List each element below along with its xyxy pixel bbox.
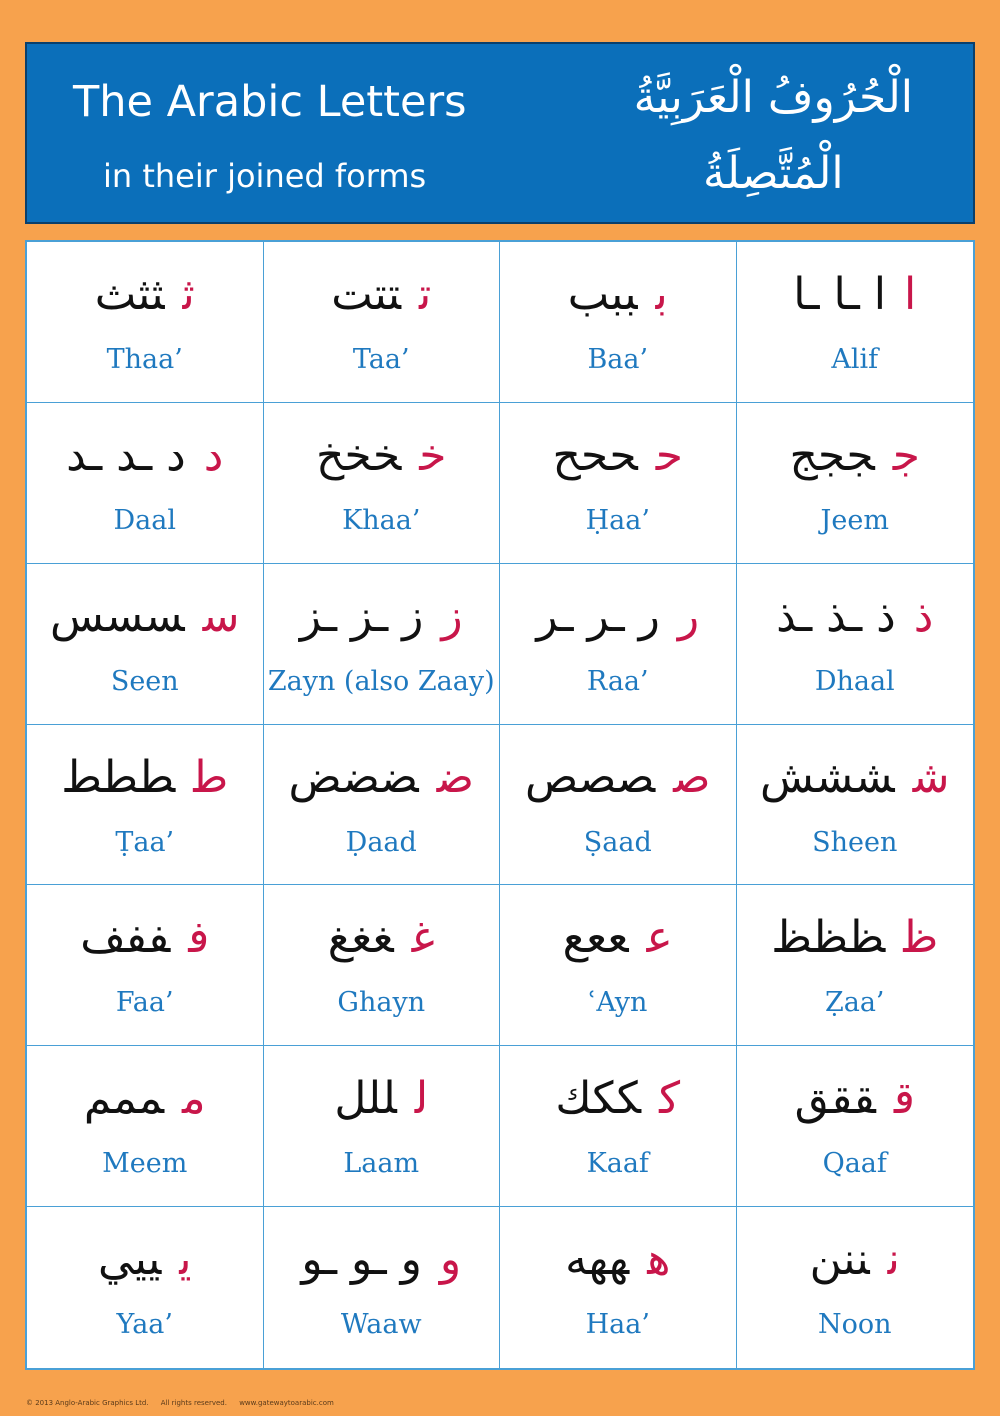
letter-name: Zayn (also Zaay)	[267, 665, 495, 697]
isolated-letter: ه	[647, 1234, 671, 1286]
page-subtitle: in their joined forms	[103, 157, 427, 195]
letter-name: Sheen	[812, 826, 898, 858]
letter-name: Noon	[817, 1309, 892, 1341]
letter-name: Ṣaad	[583, 826, 652, 858]
letter-forms	[264, 1064, 500, 1134]
letter-forms	[500, 582, 736, 652]
joined-forms: ذ ـذ ـذ	[776, 590, 896, 642]
isolated-letter: ث	[182, 269, 195, 320]
letter-name: Qaaf	[822, 1148, 887, 1180]
isolated-letter: ر	[677, 590, 700, 642]
letter-forms	[737, 260, 974, 330]
letter-cell	[737, 1207, 974, 1368]
letter-forms	[737, 582, 974, 652]
header-banner	[25, 42, 975, 224]
letter-name: Seen	[110, 665, 179, 697]
letter-forms	[737, 743, 974, 813]
joined-forms: سسس	[50, 590, 185, 642]
letter-cell	[27, 885, 264, 1046]
letter-forms	[27, 743, 263, 813]
joined-forms: للل	[334, 1073, 397, 1125]
letter-forms	[737, 421, 974, 491]
letter-name: ʿAyn	[588, 987, 648, 1019]
letter-forms	[737, 1225, 974, 1295]
letter-cell	[737, 564, 974, 725]
letter-cell	[500, 242, 737, 403]
joined-forms: ننن	[809, 1234, 870, 1286]
letter-forms	[264, 743, 500, 813]
letter-name: Alif	[831, 344, 879, 375]
joined-forms: ششش	[760, 751, 895, 803]
isolated-letter: ا	[904, 269, 917, 320]
joined-forms: ككك	[555, 1073, 642, 1125]
letter-forms	[500, 1225, 736, 1295]
letter-name: Ẓaa’	[824, 987, 885, 1019]
letter-forms	[264, 903, 500, 973]
joined-forms: خخخ	[316, 429, 402, 481]
isolated-letter: خ	[419, 429, 447, 481]
letter-cell	[27, 1046, 264, 1207]
arabic-title	[634, 60, 913, 212]
isolated-letter: ص	[673, 751, 711, 803]
letter-cell	[737, 403, 974, 564]
letter-name: Waaw	[340, 1309, 422, 1341]
joined-forms: ييي	[98, 1234, 162, 1286]
letter-forms	[27, 1225, 263, 1295]
isolated-letter: ض	[436, 751, 475, 803]
letter-cell	[264, 242, 501, 403]
letter-forms	[737, 903, 974, 973]
letters-grid	[25, 240, 975, 1370]
letter-forms	[500, 1064, 736, 1134]
joined-forms: ببب	[567, 269, 638, 320]
joined-forms: ححح	[552, 429, 638, 481]
letter-forms	[27, 903, 263, 973]
isolated-letter: ق	[893, 1073, 915, 1125]
isolated-letter: ي	[179, 1234, 192, 1286]
letter-name: Thaa’	[106, 344, 183, 375]
isolated-letter: ج	[892, 429, 920, 481]
letter-name: Khaa’	[342, 504, 421, 536]
joined-forms: غغغ	[327, 912, 394, 964]
letter-name: Laam	[343, 1148, 420, 1180]
letter-forms	[500, 260, 736, 330]
isolated-letter: د	[203, 429, 224, 481]
letter-cell	[27, 1207, 264, 1368]
letter-cell	[27, 403, 264, 564]
letter-cell	[264, 1046, 501, 1207]
letter-forms	[264, 421, 500, 491]
letter-cell	[264, 564, 501, 725]
letter-forms	[27, 421, 263, 491]
isolated-letter: ظ	[903, 912, 939, 964]
website-link[interactable]: www.gatewaytoarabic.com	[239, 1399, 334, 1407]
joined-forms: ثثث	[94, 269, 165, 320]
isolated-letter: ت	[419, 269, 432, 320]
isolated-letter: و	[439, 1234, 462, 1286]
isolated-letter: غ	[411, 912, 435, 964]
page-title: The Arabic Letters	[73, 77, 467, 127]
isolated-letter: ذ	[913, 590, 934, 642]
joined-forms: ضضض	[288, 751, 419, 803]
isolated-letter: م	[182, 1073, 206, 1125]
letter-cell	[27, 725, 264, 886]
isolated-letter: س	[202, 590, 240, 642]
letter-cell	[737, 1046, 974, 1207]
letter-cell	[500, 885, 737, 1046]
letter-cell	[27, 564, 264, 725]
isolated-letter: ط	[193, 751, 229, 803]
letter-name: Ṭaa’	[115, 826, 175, 858]
letter-forms	[264, 1225, 500, 1295]
joined-forms: ههه	[565, 1234, 630, 1286]
letter-cell	[500, 564, 737, 725]
letter-cell	[264, 885, 501, 1046]
isolated-letter: ع	[646, 912, 673, 964]
letter-name: Haa’	[585, 1309, 650, 1341]
joined-forms: ققق	[794, 1073, 876, 1125]
joined-forms: ا ـا ـا	[793, 269, 887, 320]
letter-forms	[500, 903, 736, 973]
letter-forms	[500, 743, 736, 813]
letter-cell	[500, 1046, 737, 1207]
isolated-letter: ز	[441, 590, 463, 642]
joined-forms: ممم	[83, 1073, 165, 1125]
letter-cell	[737, 885, 974, 1046]
letter-name: Kaaf	[586, 1148, 649, 1180]
letter-name: Jeem	[820, 504, 889, 536]
isolated-letter: ن	[887, 1234, 900, 1286]
isolated-letter: ك	[659, 1073, 681, 1125]
letter-name: Meem	[102, 1148, 188, 1180]
joined-forms: ظظظ	[771, 912, 886, 964]
letter-name: Taa’	[352, 344, 410, 375]
joined-forms: صصص	[524, 751, 656, 803]
letter-forms	[27, 582, 263, 652]
letter-cell	[737, 725, 974, 886]
footer	[26, 1399, 344, 1407]
joined-forms: ططط	[61, 751, 176, 803]
joined-forms: ججج	[789, 429, 875, 481]
letter-name: Yaa’	[116, 1309, 173, 1341]
joined-forms: ر ـر ـر	[536, 590, 660, 642]
letter-name: Faa’	[115, 987, 174, 1019]
letter-cell	[737, 242, 974, 403]
isolated-letter: ل	[414, 1073, 429, 1125]
letter-cell	[500, 403, 737, 564]
joined-forms: و ـو ـو	[301, 1234, 422, 1286]
letter-name: Ḥaa’	[585, 504, 650, 536]
isolated-letter: ح	[655, 429, 683, 481]
joined-forms: تتت	[331, 269, 401, 320]
copyright-text: © 2013 Anglo-Arabic Graphics Ltd.	[26, 1399, 149, 1407]
letter-forms	[264, 260, 500, 330]
letter-name: Ḍaad	[345, 826, 417, 858]
letter-forms	[27, 1064, 263, 1134]
isolated-letter: ش	[912, 751, 950, 803]
letter-forms	[27, 260, 263, 330]
letter-forms	[264, 582, 500, 652]
letter-cell	[27, 242, 264, 403]
isolated-letter: ف	[188, 912, 210, 964]
letter-name: Ghayn	[337, 987, 426, 1019]
arabic-title-line2: الْمُتَّصِلَةُ	[702, 148, 844, 199]
letter-cell	[500, 1207, 737, 1368]
joined-forms: ععع	[562, 912, 629, 964]
letter-cell	[264, 725, 501, 886]
letter-name: Daal	[113, 504, 176, 536]
arabic-title-line1: الْحُرُوفُ الْعَرَبِيَّةُ	[633, 72, 913, 123]
letter-forms	[500, 421, 736, 491]
letter-cell	[264, 1207, 501, 1368]
joined-forms: د ـد ـد	[66, 429, 186, 481]
letter-forms	[737, 1064, 974, 1134]
letter-cell	[500, 725, 737, 886]
letter-name: Dhaal	[814, 665, 895, 697]
isolated-letter: ب	[655, 269, 668, 320]
letter-cell	[264, 403, 501, 564]
rights-text: All rights reserved.	[160, 1399, 227, 1407]
joined-forms: ز ـز ـز	[299, 590, 424, 642]
letter-name: Baa’	[587, 344, 649, 375]
joined-forms: ففف	[80, 912, 171, 964]
letter-name: Raa’	[586, 665, 649, 697]
